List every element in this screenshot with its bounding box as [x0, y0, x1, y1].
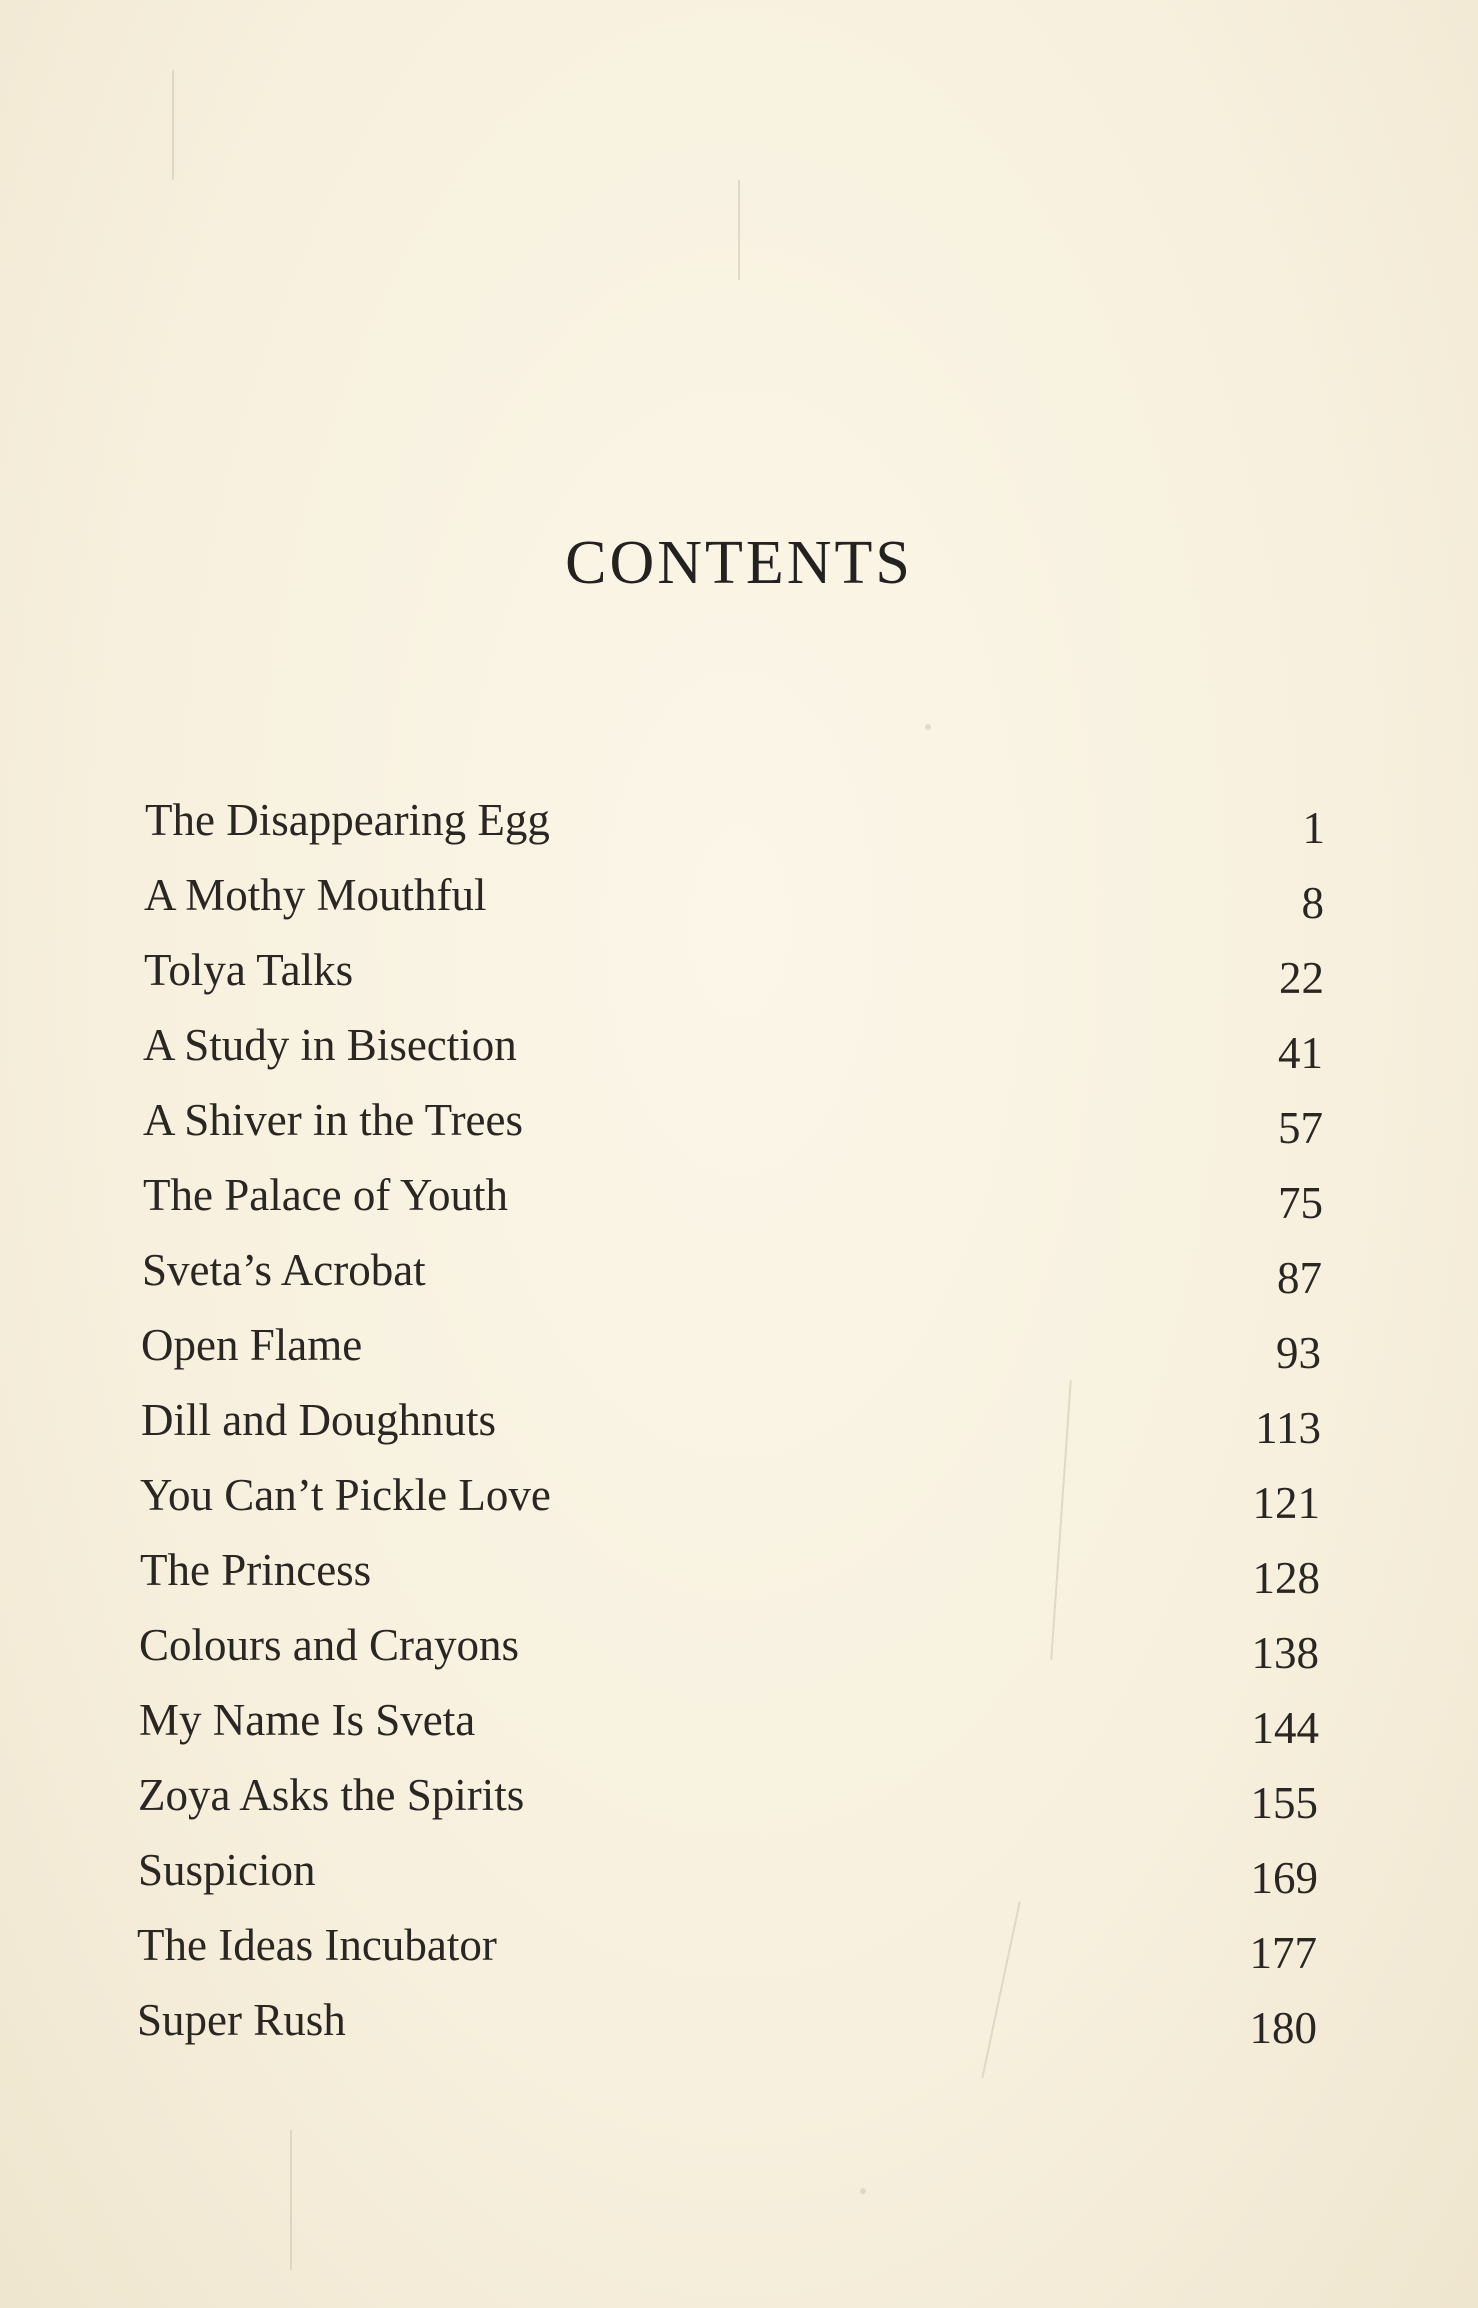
paper-scratch	[290, 2130, 292, 2270]
toc-entry	[142, 1240, 1322, 1303]
toc-entry	[137, 1990, 1317, 2053]
toc-entry	[140, 1465, 1320, 1528]
toc-entry	[143, 1090, 1323, 1153]
toc-entry	[137, 1915, 1317, 1978]
toc-entry	[139, 1615, 1319, 1678]
toc-entry	[143, 1015, 1323, 1078]
chapter-page-number: 93	[1276, 1328, 1321, 1378]
toc-entry	[141, 1390, 1321, 1453]
toc-entry	[139, 1690, 1319, 1753]
toc-entry	[138, 1765, 1318, 1828]
paper-speck	[860, 2188, 866, 2194]
toc-entry	[144, 940, 1324, 1003]
chapter-title: The Princess	[140, 1545, 372, 1595]
chapter-page-number: 144	[1251, 1703, 1319, 1753]
paper-scratch	[738, 180, 740, 280]
chapter-title: The Ideas Incubator	[137, 1920, 497, 1970]
toc-entry	[140, 1540, 1320, 1603]
chapter-page-number: 22	[1279, 953, 1324, 1003]
chapter-title: Tolya Talks	[144, 945, 354, 995]
chapter-page-number: 8	[1301, 878, 1324, 928]
chapter-page-number: 57	[1278, 1103, 1323, 1153]
chapter-title: Suspicion	[138, 1845, 316, 1895]
chapter-title: You Can’t Pickle Love	[140, 1470, 551, 1520]
chapter-page-number: 75	[1278, 1178, 1323, 1228]
chapter-page-number: 41	[1278, 1028, 1323, 1078]
chapter-page-number: 87	[1277, 1253, 1322, 1303]
toc-entry	[145, 790, 1325, 853]
paper-scratch	[172, 70, 174, 180]
chapter-title: My Name Is Sveta	[139, 1695, 476, 1745]
chapter-page-number: 128	[1252, 1553, 1320, 1603]
toc-entry	[141, 1315, 1321, 1378]
chapter-title: Zoya Asks the Spirits	[138, 1770, 525, 1820]
toc-entry	[143, 1165, 1323, 1228]
toc-entry	[144, 865, 1324, 928]
chapter-title: Open Flame	[141, 1320, 363, 1370]
chapter-page-number: 180	[1249, 2003, 1317, 2053]
chapter-title: A Study in Bisection	[143, 1020, 517, 1070]
chapter-title: The Disappearing Egg	[145, 795, 550, 845]
chapter-page-number: 138	[1251, 1628, 1319, 1678]
paper-speck	[925, 724, 931, 730]
chapter-title: The Palace of Youth	[143, 1170, 508, 1220]
chapter-page-number: 155	[1250, 1778, 1318, 1828]
chapter-page-number: 169	[1250, 1853, 1318, 1903]
chapter-page-number: 177	[1249, 1928, 1317, 1978]
chapter-page-number: 113	[1255, 1403, 1321, 1453]
chapter-title: A Mothy Mouthful	[144, 870, 487, 920]
chapter-title: Sveta’s Acrobat	[142, 1245, 426, 1295]
chapter-page-number: 121	[1252, 1478, 1320, 1528]
chapter-title: Super Rush	[137, 1995, 346, 2045]
page-title: CONTENTS	[565, 529, 913, 597]
chapter-title: Dill and Doughnuts	[141, 1395, 496, 1445]
chapter-title: Colours and Crayons	[139, 1620, 519, 1670]
chapter-title: A Shiver in the Trees	[143, 1095, 524, 1145]
chapter-page-number: 1	[1302, 803, 1325, 853]
toc-entry	[138, 1840, 1318, 1903]
